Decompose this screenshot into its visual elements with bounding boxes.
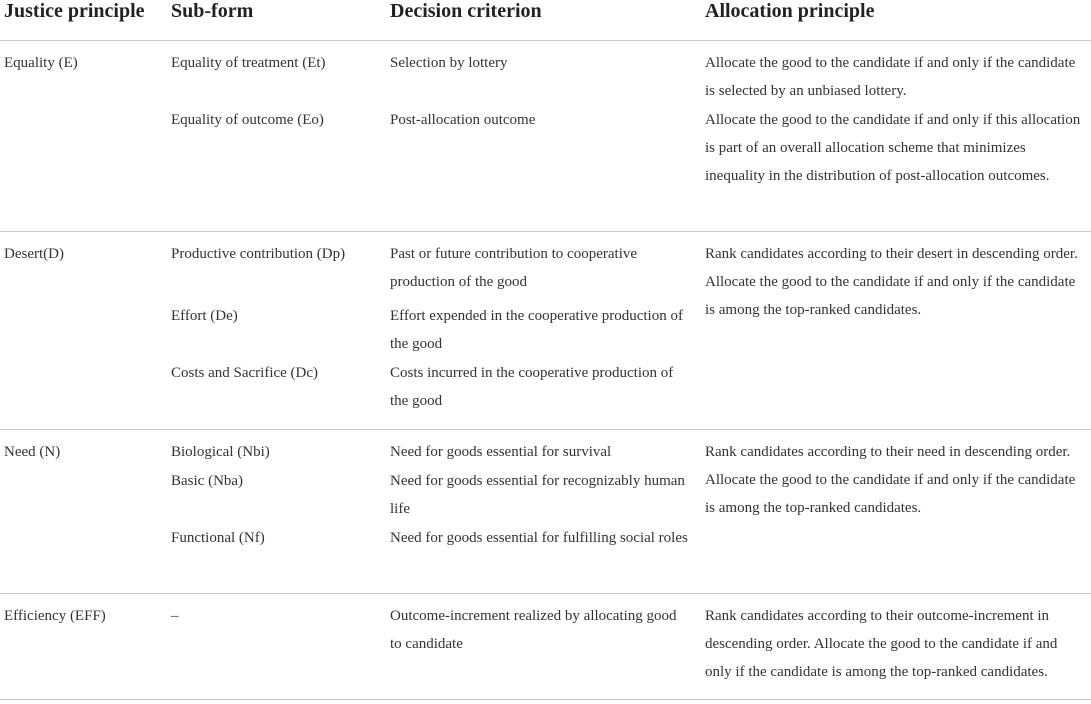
sub-form-cell: Biological (Nbi)	[171, 444, 270, 460]
criterion-cell: Effort expended in the cooperative production of the good	[390, 308, 683, 352]
header-allocation-principle: Allocation principle	[705, 0, 875, 22]
principle-cell: Need (N)	[4, 444, 61, 460]
criterion-cell: Need for goods essential for survival	[390, 444, 612, 460]
criterion-cell: Need for goods essential for recognizably human life	[390, 473, 685, 517]
sub-form-cell: Functional (Nf)	[171, 530, 265, 546]
table-header	[0, 0, 1091, 41]
table-row-desert	[0, 232, 1091, 430]
allocation-cell: Allocate the good to the candidate if and only if the candidate is selected by an unbiased lottery.	[705, 55, 1076, 99]
allocation-cell: Rank candidates according to their need in descending order. Allocate the good to the candidate if and only if the candidate is among the top-ranked candidates.	[705, 444, 1076, 516]
principle-cell: Equality (E)	[4, 55, 78, 71]
sub-form-cell: –	[171, 608, 179, 624]
criterion-cell: Selection by lottery	[390, 55, 508, 71]
sub-form-cell: Effort (De)	[171, 308, 238, 324]
allocation-cell: Allocate the good to the candidate if and only if this allocation is part of an overall allocation scheme that minimizes inequality in the distribution of post-allocation outcomes.	[705, 112, 1081, 184]
header-decision-criterion: Decision criterion	[390, 0, 542, 22]
criterion-cell: Past or future contribution to cooperative production of the good	[390, 246, 638, 290]
principle-cell: Desert(D)	[4, 246, 64, 262]
criterion-cell: Post-allocation outcome	[390, 112, 536, 128]
sub-form-cell: Productive contribution (Dp)	[171, 246, 346, 262]
sub-form-cell: Basic (Nba)	[171, 473, 244, 489]
table-row-efficiency	[0, 594, 1091, 700]
sub-form-cell: Equality of treatment (Et)	[171, 55, 326, 71]
allocation-cell: Rank candidates according to their outcome-increment in descending order. Allocate the good to the candidate if and only if the candidate is among the top-ranked candidates.	[705, 608, 1058, 680]
table-row-equality	[0, 41, 1091, 232]
allocation-cell: Rank candidates according to their desert in descending order. Allocate the good to the candidate if and only if the candidate is among the top-ranked candidates.	[705, 246, 1078, 318]
sub-form-cell: Equality of outcome (Eo)	[171, 112, 324, 128]
header-sub-form: Sub-form	[171, 0, 254, 22]
sub-form-cell: Costs and Sacrifice (Dc)	[171, 365, 319, 381]
criterion-cell: Costs incurred in the cooperative production of the good	[390, 365, 674, 409]
criterion-cell: Outcome-increment realized by allocating good to candidate	[390, 608, 677, 652]
header-justice-principle: Justice principle	[4, 0, 145, 22]
criterion-cell: Need for goods essential for fulfilling social roles	[390, 530, 688, 546]
table-row-need	[0, 430, 1091, 594]
principle-cell: Efficiency (EFF)	[4, 608, 106, 624]
